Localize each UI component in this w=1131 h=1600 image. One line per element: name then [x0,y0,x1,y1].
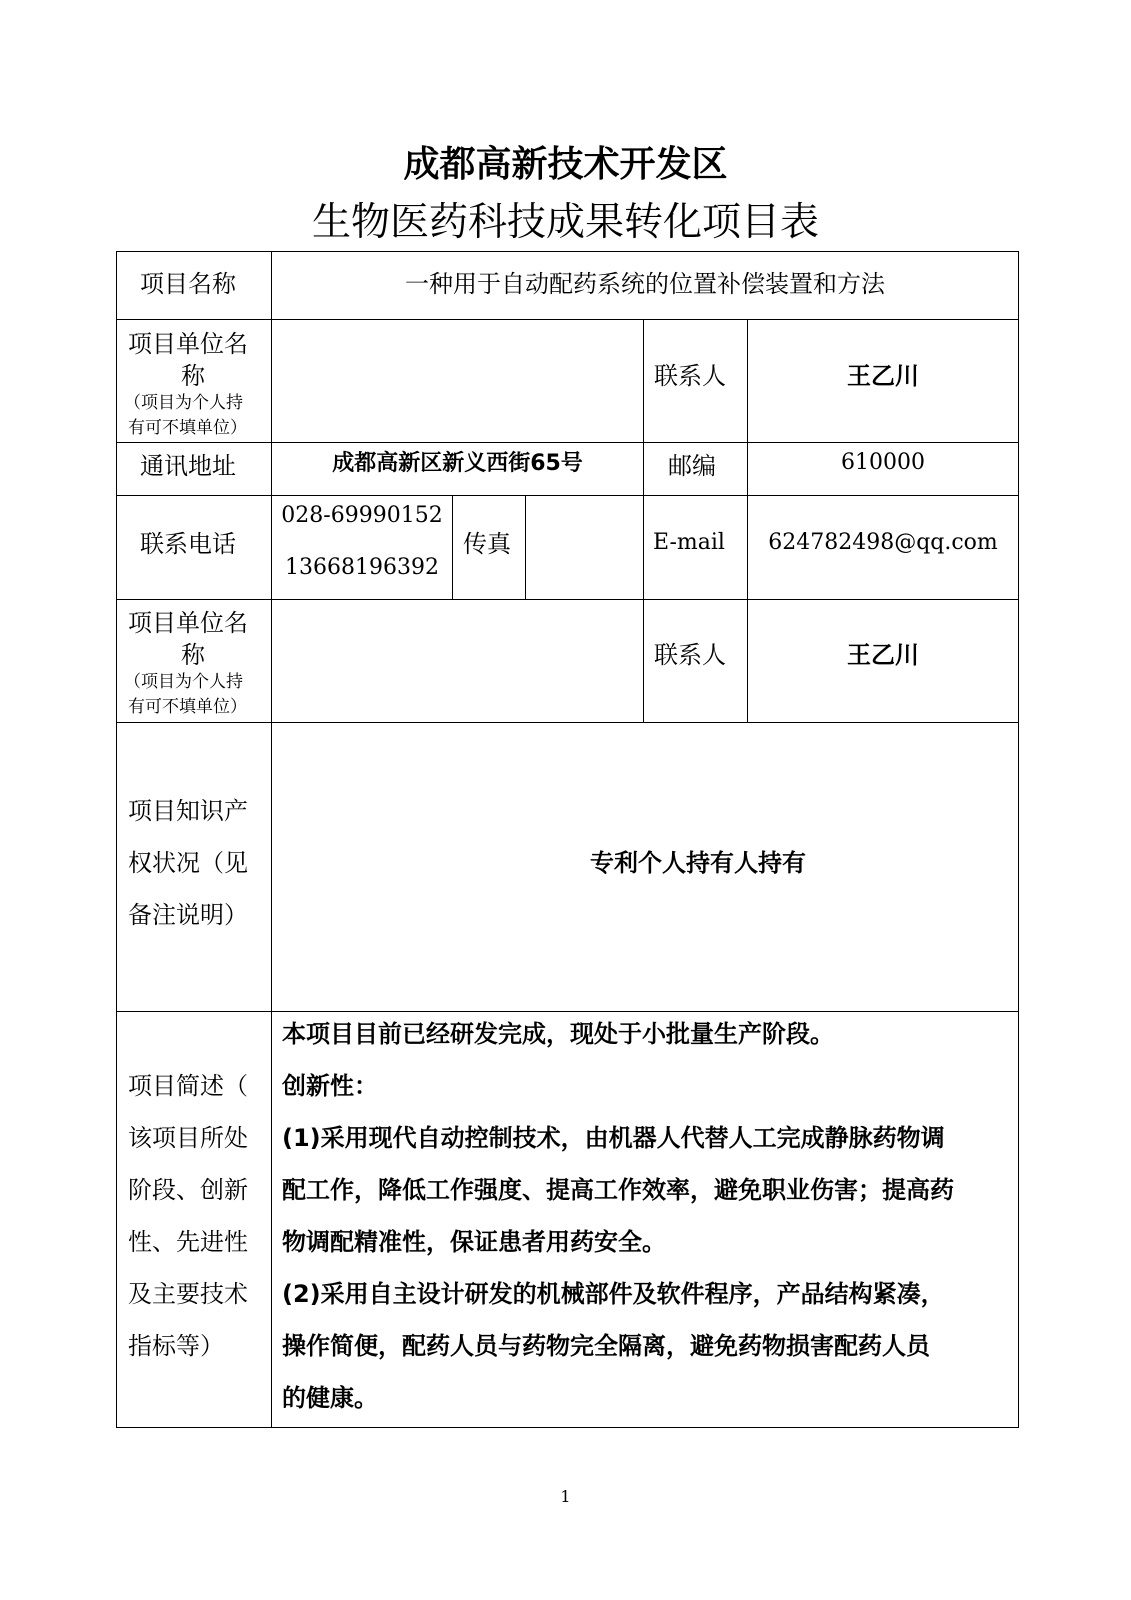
phone-value-line2: 13668196392 [285,555,439,580]
summary-label-line5: 及主要技术 [128,1280,248,1308]
unit1-note-line2: 有可不填单位） [128,418,247,438]
unit2-note-line2: 有可不填单位） [128,697,247,717]
ip-label-line1: 项目知识产 [128,797,248,825]
ip-value: 专利个人持有人持有 [590,849,806,877]
unit1-label-line2: 称 [181,362,205,390]
summary-text-line3: (1)采用现代自动控制技术，由机器人代替人工完成静脉药物调 [282,1124,945,1152]
document-title-line2: 生物医药科技成果转化项目表 [311,200,819,245]
document-title-line1: 成都高新技术开发区 [403,144,728,185]
phone-value-line1: 028-69990152 [281,503,443,528]
unit2-contact-value: 王乙川 [847,641,919,669]
project-name-value: 一种用于自动配药系统的位置补偿装置和方法 [405,270,885,298]
summary-label-line2: 该项目所处 [128,1124,248,1152]
email-value: 624782498@qq.com [768,530,998,555]
summary-text-line7: 操作简便，配药人员与药物完全隔离，避免药物损害配药人员 [282,1332,930,1360]
summary-label-line6: 指标等） [128,1332,224,1360]
summary-text-line4: 配工作，降低工作强度、提高工作效率，避免职业伤害；提高药 [282,1176,954,1204]
summary-text-line8: 的健康。 [282,1384,378,1412]
unit2-note-line1: （项目为个人持 [124,672,243,692]
unit2-label-line2: 称 [181,641,205,669]
summary-label-line1: 项目简述（ [128,1072,248,1100]
ip-label-line2: 权状况（见 [128,849,248,877]
summary-label-line4: 性、先进性 [128,1228,248,1256]
phone-label: 联系电话 [140,530,236,558]
summary-text-line5: 物调配精准性，保证患者用药安全。 [282,1228,666,1256]
unit1-label-line1: 项目单位名 [128,330,248,358]
summary-text-line2: 创新性： [282,1072,378,1100]
postcode-value: 610000 [841,450,925,475]
project-name-label: 项目名称 [140,270,236,298]
fax-label: 传真 [463,530,511,558]
postcode-label: 邮编 [668,452,716,480]
address-label: 通讯地址 [140,452,236,480]
summary-label-line3: 阶段、创新 [128,1176,248,1204]
unit2-contact-label: 联系人 [654,641,726,669]
page-number: 1 [560,1487,571,1506]
email-label: E-mail [653,530,725,555]
unit1-contact-value: 王乙川 [847,362,919,390]
unit1-contact-label: 联系人 [654,362,726,390]
address-value: 成都高新区新义西街65号 [332,451,583,476]
summary-text-line6: (2)采用自主设计研发的机械部件及软件程序，产品结构紧凑， [282,1280,945,1308]
summary-text-line1: 本项目目前已经研发完成，现处于小批量生产阶段。 [282,1020,834,1048]
ip-label-line3: 备注说明） [128,901,248,929]
unit2-label-line1: 项目单位名 [128,609,248,637]
unit1-note-line1: （项目为个人持 [124,393,243,413]
